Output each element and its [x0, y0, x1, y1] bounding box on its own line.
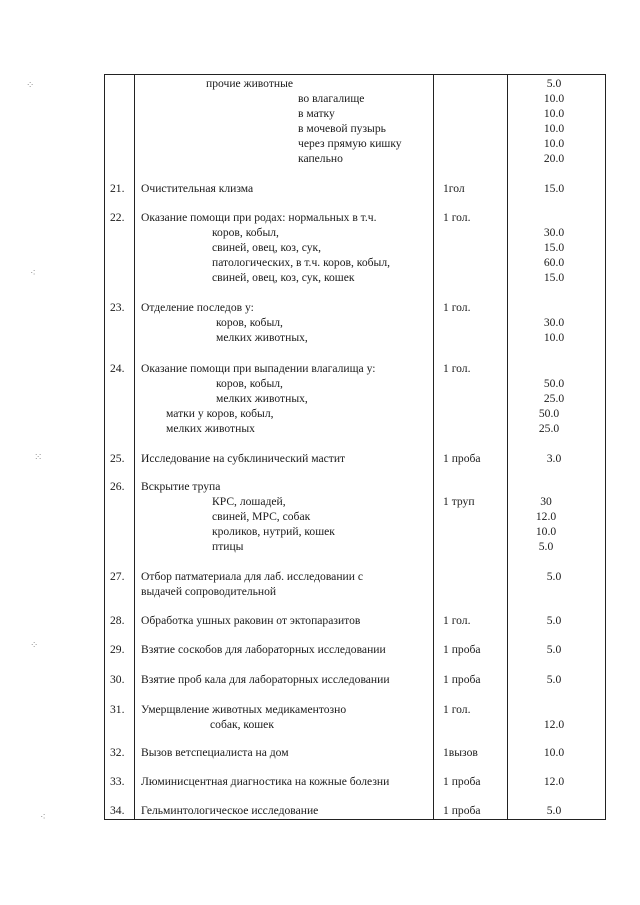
row-price: 25.0: [543, 392, 565, 405]
row-number: 31.: [110, 703, 125, 716]
row-text: Вызов ветспециалиста на дом: [141, 746, 289, 759]
row-price: 10.0: [543, 137, 565, 150]
row-text: во влагалище: [298, 92, 365, 105]
row-price: 15.0: [543, 182, 565, 195]
row-price: 3.0: [546, 452, 562, 465]
row-text: Оказание помощи при родах: нормальных в т.ч.: [141, 211, 377, 224]
row-text: через прямую кишку: [298, 137, 402, 150]
row-number: 32.: [110, 746, 125, 759]
row-text: коров, кобыл,: [212, 226, 279, 239]
row-number: 28.: [110, 614, 125, 627]
row-unit: 1 проба: [443, 452, 481, 465]
table-border-unit-divider: [433, 74, 434, 820]
row-price: 15.0: [543, 271, 565, 284]
row-price: 5.0: [546, 804, 562, 817]
row-price: 60.0: [543, 256, 565, 269]
scan-artifact: ⁘: [30, 640, 39, 651]
row-text: птицы: [212, 540, 244, 553]
row-text: Исследование на субклинический мастит: [141, 452, 346, 465]
row-text: патологических, в т.ч. коров, кобыл,: [212, 256, 391, 269]
row-text: в матку: [298, 107, 335, 120]
row-text: кроликов, нутрий, кошек: [212, 525, 335, 538]
row-price: 5.0: [546, 673, 562, 686]
row-text: коров, кобыл,: [216, 377, 283, 390]
row-text: Обработка ушных раковин от эктопаразитов: [141, 614, 361, 627]
scan-artifact: ⁖: [30, 268, 36, 279]
row-number: 24.: [110, 362, 125, 375]
row-text: Оказание помощи при выпадении влагалища у:: [141, 362, 376, 375]
table-border-bottom: [104, 819, 606, 820]
row-price: 30: [540, 495, 552, 508]
table-border-left: [104, 74, 105, 820]
row-text: свиней, овец, коз, сук,: [212, 241, 322, 254]
row-text: Умерщвление животных медикаментозно: [141, 703, 347, 716]
row-text: выдачей сопроводительной: [141, 585, 277, 598]
row-price: 30.0: [543, 316, 565, 329]
row-price: 12.0: [543, 718, 565, 731]
table-border-top: [104, 74, 606, 75]
row-price: 10.0: [543, 107, 565, 120]
row-text: капельно: [298, 152, 343, 165]
row-text: КРС, лошадей,: [212, 495, 286, 508]
row-price: 12.0: [543, 775, 565, 788]
row-text: мелких животных: [166, 422, 255, 435]
row-text: свиней, овец, коз, сук, кошек: [212, 271, 355, 284]
row-price: 10.0: [543, 92, 565, 105]
row-number: 23.: [110, 301, 125, 314]
row-text: в мочевой пузырь: [298, 122, 386, 135]
row-unit: 1 проба: [443, 775, 481, 788]
row-text: коров, кобыл,: [216, 316, 283, 329]
row-price: 10.0: [543, 746, 565, 759]
row-price: 5.0: [546, 614, 562, 627]
row-price: 10.0: [543, 122, 565, 135]
row-text: Очистительная клизма: [141, 182, 254, 195]
row-price: 5.0: [546, 77, 562, 90]
row-number: 22.: [110, 211, 125, 224]
row-unit: 1 гол.: [443, 614, 471, 627]
row-number: 30.: [110, 673, 125, 686]
row-unit: 1 гол.: [443, 703, 471, 716]
row-number: 26.: [110, 480, 125, 493]
row-text: мелких животных,: [216, 392, 308, 405]
row-text: Отделение последов у:: [141, 301, 254, 314]
row-price: 10.0: [535, 525, 557, 538]
row-price: 5.0: [538, 540, 554, 553]
row-text: Гельминтологическое исследование: [141, 804, 319, 817]
row-price: 50.0: [543, 377, 565, 390]
row-text: Люминисцентная диагностика на кожные болезни: [141, 775, 390, 788]
row-price: 10.0: [543, 331, 565, 344]
row-text: мелких животных,: [216, 331, 308, 344]
row-unit: 1гол: [443, 182, 465, 195]
row-unit: 1вызов: [443, 746, 478, 759]
row-unit: 1 труп: [443, 495, 475, 508]
row-price: 12.0: [535, 510, 557, 523]
row-price: 5.0: [546, 570, 562, 583]
row-text: прочие животные: [206, 77, 294, 90]
row-price: 30.0: [543, 226, 565, 239]
row-unit: 1 проба: [443, 804, 481, 817]
row-number: 27.: [110, 570, 125, 583]
row-unit: 1 гол.: [443, 301, 471, 314]
table-border-num-divider: [134, 74, 135, 820]
row-text: Отбор патматериала для лаб. исследовании с: [141, 570, 363, 583]
table-border-right: [605, 74, 606, 820]
row-text: свиней, МРС, собак: [212, 510, 311, 523]
row-unit: 1 гол.: [443, 211, 471, 224]
scan-artifact: ⁘: [26, 80, 35, 91]
row-price: 20.0: [543, 152, 565, 165]
row-number: 34.: [110, 804, 125, 817]
row-number: 25.: [110, 452, 125, 465]
row-unit: 1 проба: [443, 643, 481, 656]
row-unit: 1 гол.: [443, 362, 471, 375]
row-number: 21.: [110, 182, 125, 195]
row-text: Взятие проб кала для лабораторных исследовании: [141, 673, 390, 686]
row-price: 50.0: [538, 407, 560, 420]
row-price: 25.0: [538, 422, 560, 435]
row-number: 33.: [110, 775, 125, 788]
row-text: матки у коров, кобыл,: [166, 407, 274, 420]
row-text: собак, кошек: [210, 718, 274, 731]
row-text: Взятие соскобов для лабораторных исследовании: [141, 643, 386, 656]
row-price: 5.0: [546, 643, 562, 656]
row-text: Вскрытие трупа: [141, 480, 221, 493]
scan-artifact: ⁖: [40, 812, 46, 823]
row-unit: 1 проба: [443, 673, 481, 686]
row-price: 15.0: [543, 241, 565, 254]
scan-artifact: ⁙: [34, 452, 43, 463]
row-number: 29.: [110, 643, 125, 656]
